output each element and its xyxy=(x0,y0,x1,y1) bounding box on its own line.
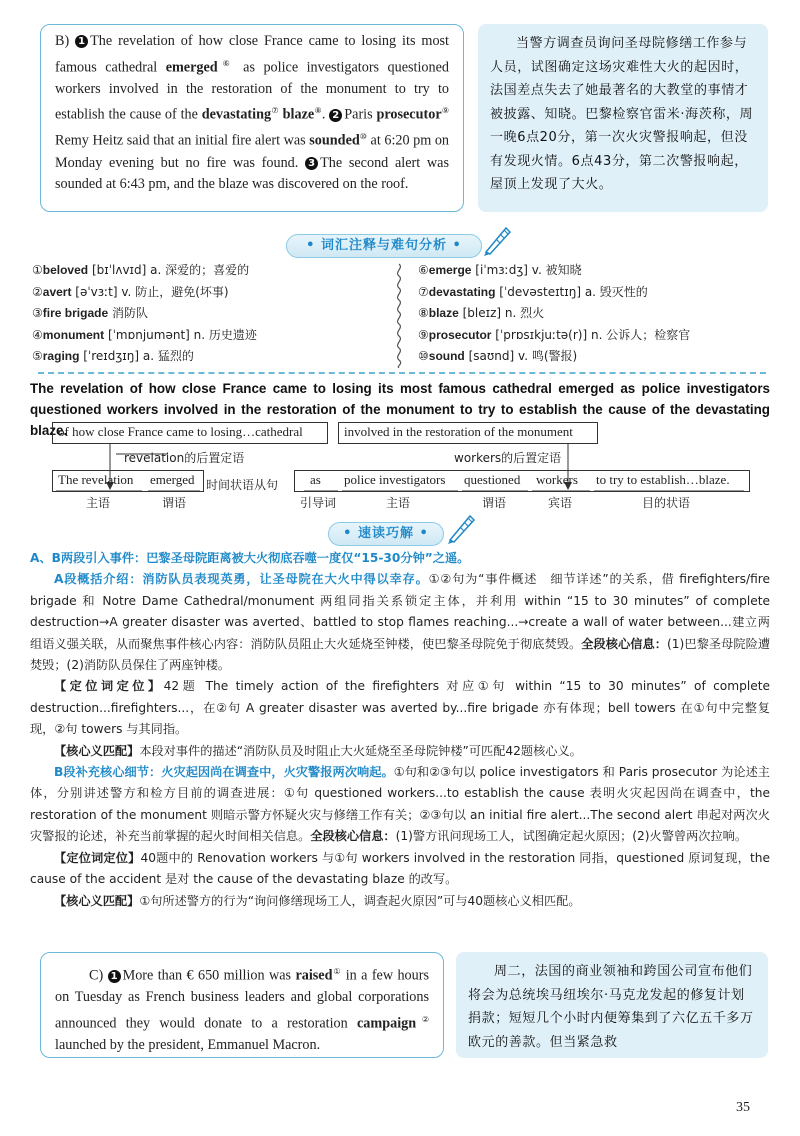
analysis-heading: A、B两段引入事件：巴黎圣母院距离被大火彻底吞噬一度仅“15-30分钟”之遥。 xyxy=(30,551,470,565)
vocab-item: ⑤raging [ˈreɪdʒɪŋ] a. 猛烈的 xyxy=(32,349,194,363)
passage-c-box xyxy=(40,952,444,1058)
subject: The revelation xyxy=(58,472,134,487)
passage-b-text: The second alert was sounded at 6:43 pm, and the blaze was discovered on the roof. xyxy=(55,154,449,193)
diagram-box-2-label: workers的后置定语 xyxy=(454,451,562,465)
pen-icon xyxy=(444,510,480,546)
vocab-ref: ⑦ xyxy=(271,106,279,116)
translation-c xyxy=(456,952,768,1058)
clause-purpose: to try to establish…blaze. xyxy=(596,472,730,487)
vocab-word: devastating xyxy=(201,106,272,123)
hard-sentence: The revelation of how close France came to losing its most famous cathedral emerged as police investigators questioned workers involved in the restoration of the monument to try to establish the cause of the devastating blaze. xyxy=(30,381,770,438)
sentence-3-marker: 3 xyxy=(305,157,318,170)
passage-b-intro: B) xyxy=(55,33,76,49)
verb: emerged xyxy=(150,472,195,487)
vocab-ref: ⑨ xyxy=(441,106,450,116)
passage-c-text: launched by the president, Emmanuel Macron. xyxy=(55,1036,321,1053)
sentence-1-marker: 1 xyxy=(108,970,121,983)
passage-b-text: as police investigators questioned workers involved in the restoration of the monument to try to establish the cause of the xyxy=(55,59,450,123)
clause-subject-label: 主语 xyxy=(386,496,411,510)
vocab-word: sounded xyxy=(309,133,360,150)
vocab-list-left xyxy=(32,260,257,368)
vocab-ref: ⑧ xyxy=(314,106,322,116)
vocab-word: raised xyxy=(295,967,333,984)
vocab-item: ⑦devastating [ˈdevəsteɪtɪŋ] a. 毁灭性的 xyxy=(418,284,648,299)
clause-as: as xyxy=(310,472,321,487)
subject-label: 主语 xyxy=(86,496,111,510)
vocab-item: ②avert [əˈvɜːt] v. 防止，避免(坏事) xyxy=(32,284,229,299)
vocab-banner xyxy=(286,234,482,258)
analysis-match-42: 【核心义匹配】本段对事件的描述“消防队员及时阻止大火延烧至圣母院钟楼”可匹配42题核心义。 xyxy=(54,743,582,758)
vocab-ref: ⑩ xyxy=(359,132,367,142)
vocab-item: ⑥emerge [iˈmɜːdʒ] v. 被知晓 xyxy=(418,263,582,277)
translation-b-text: 当警方调查员询问圣母院修缮工作参与人员，试图确定这场灾难性大火的起因时，法国差点失去了她最著名的大教堂的事情才被披露、知晓。巴黎检察官雷米·海茨称，周一晚6点20分，第一次火灾警报响起，但没有发现火情。6点43分，第二次警报响起，屋顶上发现了大火。 xyxy=(490,36,754,192)
passage-b-text: Remy Heitz said that an initial fire alert was xyxy=(55,133,310,150)
passage-b-text: The revelation of how close France came to losing its most famous cathedral xyxy=(55,33,449,76)
vocab-list-right xyxy=(418,260,690,368)
analysis-match-40: 【核心义匹配】①句所述警方的行为“询问修缮现场工人，调查起火原因”可与40题核心义相匹配。 xyxy=(54,893,581,908)
vocab-item: ①beloved [bɪˈlʌvɪd] a. 深爱的；喜爱的 xyxy=(32,263,250,277)
analysis-para-a: A段概括介绍：消防队员表现英勇，让圣母院在大火中得以幸存。①②句为“事件概述 细节详述”的关系，借 firefighters/fire brigade 和 Notre Dame Cathedral/monument 两组同指关系锁定主体，并利用 within “15 to 30 minutes” of complete destruction→A greater disaster was averted、battled to stop flames reaching...→create a wall of water between...建立两组语义强关联，从而聚焦事件核心内容：消防队员阻止大火延烧至钟楼，使巴黎圣母院免于彻底焚毁。全段核心信息：(1)巴黎圣母院险遭焚毁；(2)消防队员保住了两座钟楼。 xyxy=(30,572,771,673)
diagram-box-1-label: revelation的后置定语 xyxy=(124,451,245,465)
vocab-item: ④monument [ˈmɒnjumənt] n. 历史遗迹 xyxy=(32,327,257,342)
passage-b-text: . xyxy=(321,106,330,123)
vocab-item: ③fire brigade 消防队 xyxy=(32,306,148,320)
clause-label: 时间状语从句 xyxy=(206,478,279,492)
passage-b-box xyxy=(40,24,464,212)
clause-verb-label: 谓语 xyxy=(482,496,507,510)
clause-purpose-label: 目的状语 xyxy=(642,496,691,510)
analysis-locate-40: 【定位词定位】40题中的 Renovation workers 与①句 workers involved in the restoration 同指，questioned 原词复现，the cause of the accident 是对 the cause of the devastating blaze 的改写。 xyxy=(30,850,770,887)
translation-c-text: 周二，法国的商业领袖和跨国公司宣布他们将会为总统埃马纽埃尔·马克龙发起的修复计划捐款；短短几个小时内便筹集到了六亿五千多万欧元的善款。但当紧急救 xyxy=(468,964,754,1050)
passage-b-text: Paris xyxy=(344,106,377,123)
page-number: 35 xyxy=(736,1100,750,1115)
vocab-item: ⑧blaze [bleɪz] n. 烈火 xyxy=(418,306,545,320)
vocab-word: emerged xyxy=(165,59,218,76)
vocab-word: blaze xyxy=(282,106,315,123)
clause-object: workers xyxy=(536,472,578,487)
passage-c-intro: C) xyxy=(89,967,108,984)
vocab-ref: ⑥ xyxy=(217,58,235,68)
vocab-banner-title: • 词汇注释与难句分析 • xyxy=(306,238,462,253)
vocab-item: ⑨prosecutor [ˈprɒsɪkjuːtə(r)] n. 公诉人；检察官 xyxy=(418,327,691,342)
sentence-2-marker: 2 xyxy=(329,109,342,122)
vocab-ref: ② xyxy=(416,1014,430,1024)
analysis-locate-42: 【定位词定位】42题 The timely action of the firefighters 对应①句 within “15 to 30 minutes” of complete destruction...firefighters...，在②句 A greater disaster was averted by...fire brigade 亦有体现；bell towers 在①句中完整复现，②句 towers 与其同指。 xyxy=(30,679,770,737)
translation-b xyxy=(478,24,768,212)
analysis-para-b: B段补充核心细节：火灾起因尚在调查中，火灾警报两次响起。①句和②③句以 police investigators 和 Paris prosecutor 为论述主体，分别讲述警方和检方目前的调查进展：①句 questioned workers...to establish the cause 表明火灾起因尚在调查中，the restoration of the monument 则暗示警方怀疑火灾与修缮工作有关；②③句以 an initial fire alert...The second alert 串起对两次火灾警报的论述，补充当前掌握的起火时间相关信息。全段核心信息：(1)警方讯问现场工人，试图确定起火原因；(2)火警曾两次拉响。 xyxy=(30,765,770,844)
passage-b-text: at 6:20 pm on Monday evening but no fire was found. xyxy=(55,133,450,171)
diagram-box-2-text: involved in the restoration of the monument xyxy=(344,424,573,439)
sentence-1-marker: 1 xyxy=(75,35,88,48)
quick-read-title: • 速读巧解 • xyxy=(343,526,429,541)
passage-c-text: More than € 650 million was xyxy=(122,967,296,984)
pen-icon xyxy=(480,222,516,258)
divider xyxy=(38,372,766,374)
vocab-word: prosecutor xyxy=(376,106,442,123)
vocab-word: campaign xyxy=(357,1015,417,1032)
analysis xyxy=(30,548,770,912)
spiral-divider xyxy=(392,262,406,368)
diagram-box-1-text: of how close France came to losing…cathedral xyxy=(58,424,303,439)
clause-subject: police investigators xyxy=(344,472,446,487)
clause-object-label: 宾语 xyxy=(548,496,573,510)
clause-as-label: 引导词 xyxy=(300,496,337,510)
vocab-item: ⑩sound [saʊnd] v. 鸣(警报) xyxy=(418,349,578,363)
clause-verb: questioned xyxy=(464,472,521,487)
verb-label: 谓语 xyxy=(162,496,187,510)
vocab-ref: ① xyxy=(332,967,342,976)
quick-read-banner xyxy=(328,522,444,546)
passage-c-text: in a few hours on Tuesday as French business leaders and global corporations announced they would donate to a restoration xyxy=(55,967,429,1032)
